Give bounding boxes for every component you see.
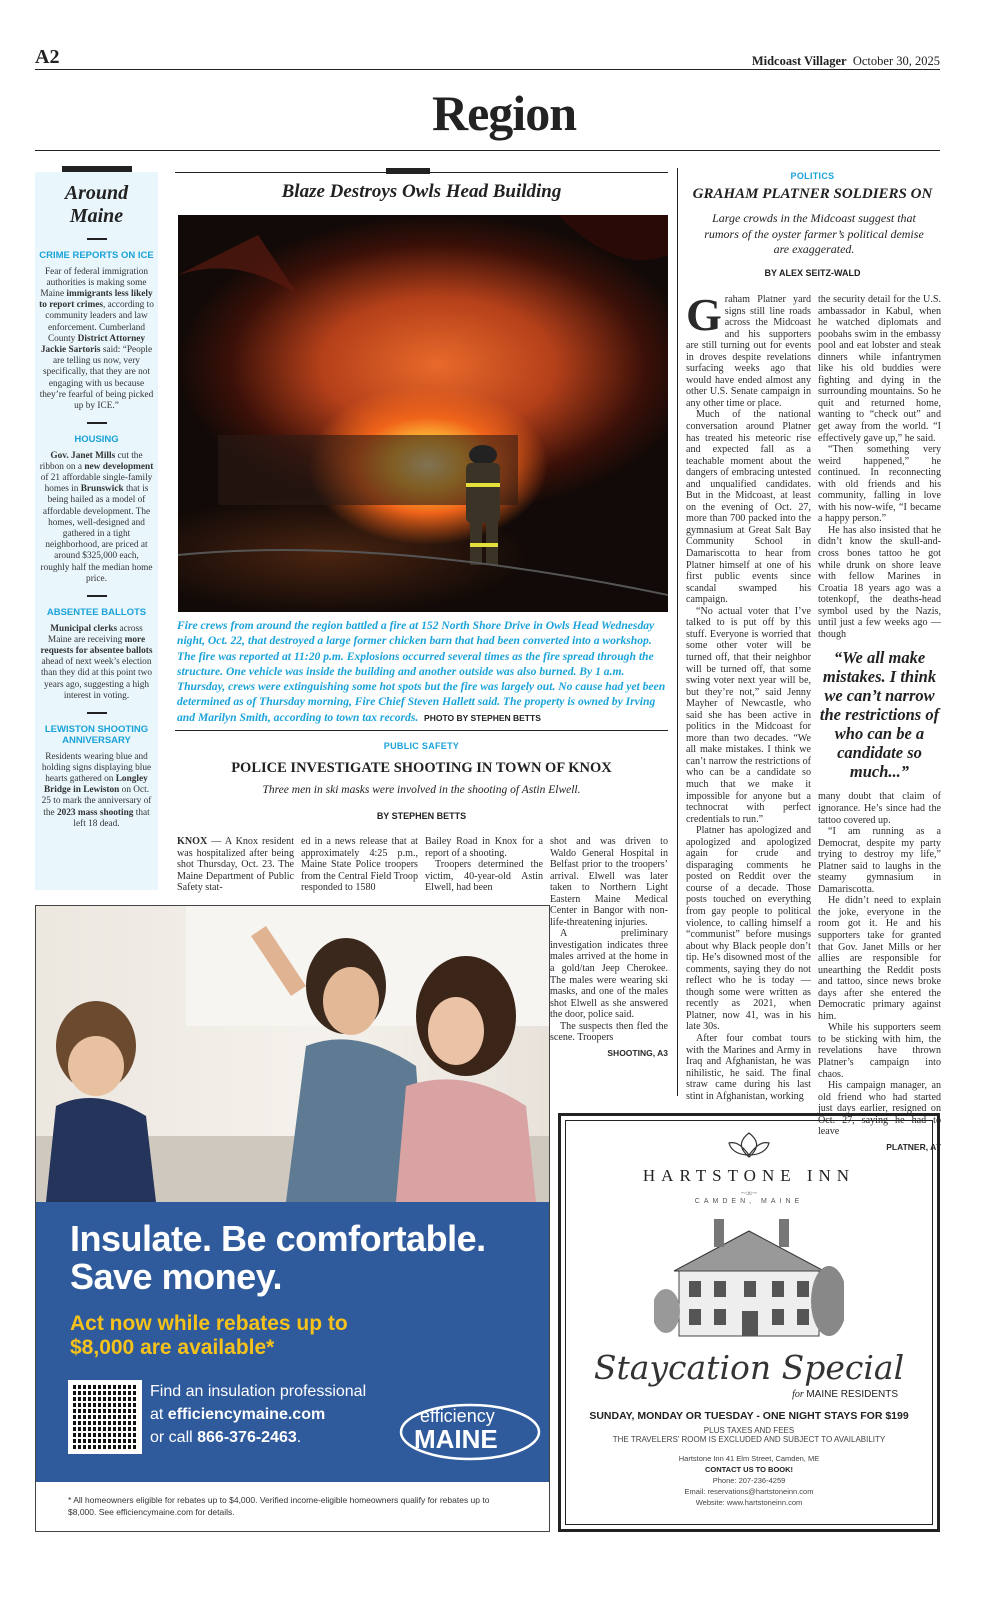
- knox-text: A preliminary investigation indicates three males arrived at the home in a gold/tan Jeep Cherokee. The males were wearing ski masks, and one of the males shot Elwell as she answered the door, police said.: [550, 928, 668, 1021]
- offer-text: SUNDAY, MONDAY OR TUESDAY - ONE NIGHT STAYS FOR $199: [589, 1410, 909, 1422]
- platner-text: “I am running as a Democrat, despite my party trying to destroy my life,” Platner said to laughs in the steamy gymnasium in Damariscotta.: [818, 826, 941, 895]
- inn-address: Hartstone Inn 41 Elm Street, Camden, ME: [678, 1454, 820, 1463]
- bold-text: Gov. Janet Mills: [50, 450, 116, 461]
- sidebar-item-body: [39, 451, 154, 585]
- divider: [87, 712, 107, 714]
- sidebar-item-heading: CRIME REPORTS ON ICE: [39, 249, 154, 261]
- text: Residents wearing blue and holding signs displaying blue hearts gathered on: [41, 751, 152, 784]
- ad-sub-line: Act now while rebates up to: [70, 1312, 348, 1335]
- platner-text: “Then something very weird happened,” he continued. In reconnecting with old friends and his community, falling in love with his now-wife, “I became a happy person.”: [818, 444, 941, 525]
- knox-column: [177, 836, 294, 894]
- masthead: [752, 54, 940, 69]
- divider-ornament-icon: ~∞~: [740, 1188, 758, 1198]
- hartstone-inner-frame: [565, 1120, 933, 1525]
- knox-text: Troopers determined the victim, 40-year-old Astin Elwell, had been: [425, 859, 543, 894]
- text: , according to community leaders and law enforcement. Cumberland County: [45, 300, 154, 344]
- sidebar-title-line: Maine: [69, 205, 124, 227]
- bold-text: District Attorney Jackie Sartoris: [40, 333, 146, 355]
- bold-text: more requests for absentee ballots: [40, 634, 153, 656]
- platner-text: He didn’t need to explain the joke, everyone in the room got it. He and his supporters take for granted that Gov. Janet Mills or her allies are responsible for unearthing the Reddit posts and tattoo, since news broke days after she entered the Democratic primary against him.: [818, 895, 941, 1022]
- text: on Oct. 25 to mark the anniversary of the: [41, 785, 152, 818]
- knox-text: ed in a news release that at approximately 4:25 p.m., Maine State Police troopers from the Central Field Troop responded to 1580: [301, 836, 418, 894]
- sidebar-item: [39, 712, 154, 830]
- sidebar-item: [39, 595, 154, 702]
- fire-photo: [178, 215, 668, 612]
- column-divider: [677, 168, 678, 1096]
- platner-text: Much of the national conversation around Platner has treated his meteoric rise and expected fall as a teachable moment about the dangers of embracing untested and unqualified candidates. But in the Midcoast, at least on the evening of Oct. 27, more than 700 packed into the gymnasium at Great Salt Bay Community School in Damariscotta to hear from Platner himself at one of his first public events since scandal swamped his campaign.: [686, 409, 811, 606]
- text: cut the ribbon on a: [39, 450, 143, 472]
- divider: [87, 595, 107, 597]
- ad-headline: [70, 1220, 486, 1296]
- ad-blue-panel: [36, 1202, 549, 1482]
- sidebar-item: [39, 422, 154, 585]
- story-rule: [175, 730, 668, 731]
- ad-contact: [150, 1380, 366, 1449]
- ad-call-text: or call: [150, 1429, 198, 1446]
- inn-phone[interactable]: Phone: 207-236-4259: [712, 1476, 786, 1485]
- family-illustration: [36, 906, 549, 1202]
- bold-text: Longley Bridge in Lewiston: [43, 773, 148, 796]
- platner-text: the security detail for the U.S. ambassador in Kabul, when he watched diplomats and poobahs swim in the embassy pool and eat lobster and steak dinners while infantrymen like his old buddies were fighting and dying in the surrounding mountains. So he quit and returned home, wanting to “check out” and get away from the world. “I effectively gave up,” he said.: [818, 294, 941, 444]
- platner-text: raham Platner yard signs still line roads across the Midcoast and his supporters are still turning out for events in droves despite revelations surfacing weeks ago that would have ended almost any other U.S. Senate campaign in any other time or place.: [686, 294, 811, 409]
- text: across Maine are receiving: [47, 623, 143, 645]
- fees-text: PLUS TAXES AND FEES: [703, 1426, 795, 1435]
- ad-sub-line: $8,000 are available*: [70, 1336, 275, 1359]
- ad-phone-link[interactable]: 866-376-2463: [197, 1429, 297, 1446]
- text: said: “People are telling us now, very specifically, that they are not engaging with us because they’re fearful of being picked up by ICE.”: [39, 344, 154, 411]
- platner-text: He has also insisted that he didn’t know the skull-and-cross bones tattoo he got while drunk on shore leave with fellow Marines in Croatia 18 years ago was a totenkopf, the deaths-head symbol used by the Nazis, until just a few weeks ago — though: [818, 524, 941, 640]
- bold-text: 2023 mass shooting: [56, 807, 134, 818]
- knox-column: [550, 836, 668, 1059]
- platner-byline: BY ALEX SEITZ-WALD: [764, 268, 861, 278]
- logo-text-top: efficiency: [420, 1406, 495, 1426]
- knox-text: shot and was driven to Waldo General Hospital in Belfast prior to the troopers’ arrival. Elwell was later taken to Northern Light Eastern Maine Medical Center in Bangor with non-life-threatening injuries.: [550, 836, 668, 928]
- knox-text: — A Knox resident was hospitalized after being shot Thursday, Oct. 23. The Maine Department of Public Safety stat-: [177, 836, 294, 894]
- page-number: A2: [35, 46, 60, 68]
- qr-code-icon[interactable]: [68, 1380, 142, 1454]
- fire-headline: Blaze Destroys Owls Head Building: [281, 181, 562, 202]
- section-title: Region: [432, 85, 576, 141]
- platner-deck: Large crowds in the Midcoast suggest that rumors of the oyster farmer’s political demise are exaggerated.: [704, 211, 924, 256]
- ad-at-text: at: [150, 1406, 168, 1423]
- inn-location: CAMDEN, MAINE: [694, 1198, 804, 1205]
- divider: [87, 238, 107, 240]
- fire-caption: [177, 618, 667, 726]
- bold-text: Brunswick: [80, 484, 124, 495]
- knox-column: [301, 836, 418, 894]
- sidebar-item-heading: ABSENTEE BALLOTS: [46, 606, 147, 618]
- sidebar-item-body: [39, 624, 154, 702]
- efficiency-maine-ad[interactable]: [35, 905, 550, 1532]
- text: ahead of next week’s election than they did at this point two years ago, suggesting a high interest in voting.: [40, 657, 153, 701]
- ad-headline-line: Insulate. Be comfortable.: [70, 1218, 486, 1259]
- text: Fear of federal immigration authorities is making some Maine: [40, 266, 148, 299]
- contact-block: [566, 1453, 932, 1508]
- residents-text: MAINE RESIDENTS: [806, 1389, 898, 1400]
- platner-column: [686, 289, 811, 1102]
- platner-text: many doubt that claim of ignorance. He’s since had the tattoo covered up.: [818, 791, 941, 826]
- sidebar-item-body: [39, 267, 154, 413]
- story-rule: [175, 172, 668, 173]
- knox-headline: POLICE INVESTIGATE SHOOTING IN TOWN OF KNOX: [231, 760, 612, 776]
- text: that is being hailed as a model of affordable development. The homes, well-designed and gathered in a tight neighborhood, are priced at around $325,000 each, roughly half the median home price.: [40, 484, 153, 584]
- sidebar-title-line: Around: [64, 182, 129, 204]
- sidebar-item-heading: HOUSING: [74, 433, 119, 445]
- knox-kicker: PUBLIC SAFETY: [383, 741, 460, 751]
- issue-date: October 30, 2025: [852, 54, 940, 68]
- knox-text: The suspects then fled the scene. Troopers: [550, 1020, 668, 1044]
- ad-headline-line: Save money.: [70, 1256, 282, 1297]
- ad-period: .: [296, 1429, 302, 1446]
- platner-column: [818, 294, 941, 1153]
- hartstone-inn-ad[interactable]: [558, 1113, 940, 1532]
- text: that left 18 dead.: [73, 807, 150, 829]
- inn-website[interactable]: Website: www.hartstoneinn.com: [695, 1498, 803, 1507]
- firefighter-illustration: [178, 215, 668, 612]
- ad-website-link[interactable]: efficiencymaine.com: [167, 1406, 326, 1423]
- exclusion-text: THE TRAVELERS’ ROOM IS EXCLUDED AND SUBJECT TO AVAILABILITY: [612, 1435, 886, 1444]
- platner-kicker: POLITICS: [790, 171, 835, 181]
- platner-text: His campaign manager, an old friend who had started just days earlier, resigned on Oct. 27, saying he had to leave: [818, 1080, 941, 1138]
- book-cta[interactable]: CONTACT US TO BOOK!: [704, 1465, 794, 1474]
- sidebar-item-heading: LEWISTON SHOOTING ANNIVERSARY: [44, 723, 149, 746]
- dateline: KNOX: [177, 836, 208, 847]
- platner-text: While his supporters seem to be sticking with him, the revelations have thrown Platner’s campaign into chaos.: [818, 1022, 941, 1080]
- platner-text: “No actual voter that I’ve talked to is put off by this stuff. Everyone is worried that some other voter will be turned off, that their neighbor will be turned off, that some swing voter next year will be, but they’re not,” said Jenny Mayher of Newcastle, who said she has been active in politics in the Midcoast for more than two decades. “We all make mistakes. I think we can’t narrow the restrictions of who can be a candidate so much that we make it impossible for anyone but a technocrat with perfect credentials to run.”: [686, 605, 811, 825]
- text: of 21 affordable single-family homes in: [40, 473, 153, 495]
- residents-line: [566, 1389, 932, 1400]
- header-rule: [35, 69, 940, 70]
- platner-text: Platner has apologized and apologized and apologized again for crude and disparaging comments he posted on Reddit over the course of a decade. Those posts touched on everything from gay people to political violence, to calling himself a “communist” before musings about why Black people don’t tip. He’s disowned most of the comments, saying they do not reflect who he is today — though some were written as recently as 2021, when Platner, now 41, was in his late 30s.: [686, 825, 811, 1033]
- sidebar-item-body: [39, 752, 154, 830]
- knox-deck: Three men in ski masks were involved in the shooting of Astin Elwell.: [262, 784, 581, 796]
- bold-text: new development: [84, 461, 154, 472]
- ad-find-text: Find an insulation professional: [150, 1383, 367, 1400]
- divider: [87, 422, 107, 424]
- ad-subheadline: [70, 1312, 348, 1360]
- logo-text-bottom: MAINE: [414, 1424, 498, 1454]
- photo-credit: PHOTO BY STEPHEN BETTS: [424, 712, 541, 723]
- paper-name: Midcoast Villager: [751, 54, 847, 68]
- for-text: for: [792, 1389, 804, 1400]
- ad-footnote: * All homeowners eligible for rebates up to $4,000. Verified income-eligible homeowners qualify for rebates up to $8,000. See efficiencymaine.com for details.: [68, 1495, 490, 1517]
- sidebar-items: [39, 238, 154, 830]
- family-photo: [36, 906, 549, 1202]
- inn-email[interactable]: Email: reservations@hartstoneinn.com: [684, 1487, 814, 1496]
- knox-byline: BY STEPHEN BETTS: [376, 811, 467, 821]
- knox-text: Bailey Road in Knox for a report of a shooting.: [425, 836, 543, 859]
- sidebar-title: [39, 182, 154, 228]
- inn-building-illustration: [654, 1211, 844, 1341]
- platner-text: After four combat tours with the Marines and Army in Iraq and Afghanistan, he was nihilistic, he said. The final straw came during his last stint in Afghanistan, working: [686, 1033, 811, 1102]
- jump-link-shooting[interactable]: SHOOTING, A3: [607, 1047, 668, 1058]
- efficiency-maine-logo: [398, 1402, 542, 1462]
- bold-text: immigrants less likely to report crimes: [39, 288, 153, 311]
- platner-headline: GRAHAM PLATNER SOLDIERS ON: [692, 186, 933, 202]
- staycation-special-title: Staycation Special: [593, 1348, 905, 1387]
- section-rule: [35, 150, 940, 151]
- sidebar-item: [39, 238, 154, 412]
- jump-link-platner[interactable]: PLATNER, A7: [886, 1141, 941, 1152]
- inn-name: HARTSTONE INN: [642, 1166, 856, 1185]
- bold-text: Municipal clerks: [50, 623, 118, 634]
- caption-text: Fire crews from around the region battled a fire at 152 North Shore Drive in Owls Head Wednesday night, Oct. 22, that destroyed a large former chicken barn that had been converted into a workshop. The fire was reported at 11:20 p.m. Explosions occurred several times as the fire spread through the structure. One vehicle was inside the building and another outside was also burned. By 1 a.m. Thursday, crews were extinguishing some hot spots but the fire was largely out. No cause had yet been determined as of Thursday morning, Fire Chief Steven Hallett said. The property is owned by Irving and Marilyn Smith, according to town tax records.: [177, 619, 666, 724]
- story-topbar: [386, 168, 430, 174]
- floral-ornament-icon: [719, 1129, 779, 1161]
- around-maine-sidebar: [35, 172, 158, 890]
- pull-quote: “We all make mistakes. I think we can’t narrow the restrictions of who can be a candidate so much...”: [819, 648, 940, 782]
- drop-cap: G: [686, 289, 722, 340]
- knox-column: [425, 836, 543, 894]
